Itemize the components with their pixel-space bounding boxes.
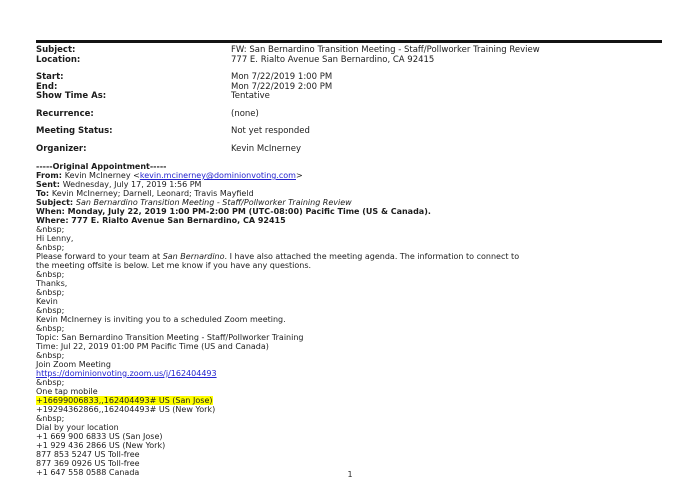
header-field-row: [36, 92, 662, 102]
body-line: [36, 351, 676, 360]
text-segment: San Bernardino Transition Meeting - Staff/Pollworker Training Review: [75, 198, 352, 207]
text-segment: Kevin McInerney is inviting you to a scheduled Zoom meeting.: [36, 315, 286, 324]
field-value: Mon 7/22/2019 2:00 PM: [231, 81, 333, 92]
header-divider-line: [36, 40, 662, 43]
text-segment: &nbsp;: [36, 225, 65, 234]
text-segment: -----Original Appointment-----: [36, 162, 167, 171]
text-segment: &nbsp;: [36, 270, 65, 279]
field-label: Location:: [36, 54, 81, 65]
header-field-group: [36, 110, 662, 120]
header-field-row: [36, 127, 662, 137]
body-line: [36, 324, 676, 333]
text-segment: Where: 777 E. Rialto Avenue San Bernardino, CA 92415: [36, 216, 286, 225]
body-line: [36, 459, 676, 468]
body-line: [36, 207, 676, 216]
text-segment: Join Zoom Meeting: [36, 360, 111, 369]
text-segment: Thanks,: [36, 279, 68, 288]
body-line: [36, 243, 676, 252]
field-value: FW: San Bernardino Transition Meeting - Staff/Pollworker Training Review: [231, 45, 540, 55]
text-segment: Time: Jul 22, 2019 01:00 PM Pacific Time (US and Canada): [36, 342, 269, 351]
header-field-group: [36, 127, 662, 137]
text-segment: Hi Lenny,: [36, 234, 74, 243]
body-line: [36, 171, 676, 180]
body-line: [36, 423, 676, 432]
appointment-header-fields: [36, 46, 662, 162]
field-label: Meeting Status:: [36, 126, 113, 136]
text-segment: Subject:: [36, 198, 76, 207]
text-segment: &nbsp;: [36, 351, 65, 360]
body-line: [36, 180, 676, 189]
body-line: [36, 333, 676, 342]
header-field-group: [36, 73, 662, 102]
field-value: Not yet responded: [231, 126, 310, 136]
body-line: [36, 216, 676, 225]
text-segment: Wednesday, July 17, 2019 1:56 PM: [62, 180, 202, 189]
text-segment: . I have also attached the meeting agenda. The information to connect to: [224, 252, 520, 261]
field-label: Organizer:: [36, 143, 87, 154]
body-line: [36, 315, 676, 324]
body-line: [36, 441, 676, 450]
body-line: [36, 405, 676, 414]
text-segment: One tap mobile: [36, 387, 98, 396]
text-segment: &nbsp;: [36, 414, 65, 423]
body-line: [36, 378, 676, 387]
body-line: [36, 432, 676, 441]
text-segment: &nbsp;: [36, 243, 65, 252]
text-segment: &nbsp;: [36, 288, 65, 297]
header-field-row: [36, 73, 662, 83]
header-field-row: [36, 145, 662, 155]
one-tap-new-york: +19294362866,,162404493# US (New York): [36, 405, 216, 414]
body-line: [36, 450, 676, 459]
body-line: [36, 189, 676, 198]
body-line: [36, 279, 676, 288]
body-line: [36, 198, 676, 207]
field-label: Show Time As:: [36, 91, 107, 101]
text-segment: To:: [36, 189, 52, 198]
body-line: [36, 225, 676, 234]
body-line: [36, 270, 676, 279]
field-value: Tentative: [231, 91, 270, 101]
text-segment: >: [295, 171, 303, 180]
text-segment: +1 929 436 2866 US (New York): [36, 441, 166, 450]
body-line: [36, 414, 676, 423]
body-line: [36, 162, 676, 171]
body-line: [36, 261, 676, 270]
page-number: 1: [347, 470, 353, 479]
text-segment: 877 853 5247 US Toll-free: [36, 450, 140, 459]
field-value: (none): [231, 108, 259, 119]
field-value: Mon 7/22/2019 1:00 PM: [231, 72, 333, 82]
header-field-group: [36, 46, 662, 65]
field-label: Start:: [36, 72, 64, 82]
body-line: [36, 396, 676, 405]
text-segment: Kevin: [36, 297, 58, 306]
body-line: [36, 297, 676, 306]
header-field-group: [36, 145, 662, 155]
header-field-row: [36, 83, 662, 93]
body-line: [36, 360, 676, 369]
text-segment: 877 369 0926 US Toll-free: [36, 459, 140, 468]
text-segment: Kevin McInerney; Darnell, Leonard; Travis Mayfield: [51, 189, 254, 198]
header-field-row: [36, 56, 662, 66]
body-line: [36, 387, 676, 396]
text-segment: Kevin McInerney <: [64, 171, 140, 180]
zoom-meeting-link[interactable]: https://dominionvoting.zoom.us/j/162404493: [36, 369, 217, 378]
field-label: Recurrence:: [36, 108, 94, 119]
body-line: [36, 252, 676, 261]
field-label: End:: [36, 81, 58, 92]
text-segment: When: Monday, July 22, 2019 1:00 PM-2:00 PM (UTC-08:00) Pacific Time (US & Canada).: [36, 207, 431, 216]
text-segment: the meeting offsite is below. Let me know if you have any questions.: [36, 261, 312, 270]
text-segment: Please forward to your team at: [36, 252, 163, 261]
text-segment: +1 647 558 0588 Canada: [36, 468, 140, 477]
body-line: [36, 342, 676, 351]
text-segment: Dial by your location: [36, 423, 119, 432]
one-tap-san-jose: +16699006833,,162404493# US (San Jose): [36, 396, 213, 405]
header-field-row: [36, 110, 662, 120]
text-segment: &nbsp;: [36, 306, 65, 315]
email-link[interactable]: kevin.mcinerney@dominionvoting.com: [139, 171, 296, 180]
body-line: [36, 306, 676, 315]
field-label: Subject:: [36, 45, 76, 55]
body-line: [36, 234, 676, 243]
text-segment: &nbsp;: [36, 378, 65, 387]
body-line: [36, 288, 676, 297]
field-value: Kevin McInerney: [231, 143, 301, 154]
text-segment: Sent:: [36, 180, 63, 189]
text-segment: +1 669 900 6833 US (San Jose): [36, 432, 163, 441]
text-segment: Topic: San Bernardino Transition Meeting - Staff/Pollworker Training: [36, 333, 304, 342]
body-line: [36, 369, 676, 378]
field-value: 777 E. Rialto Avenue San Bernardino, CA 92415: [231, 54, 435, 65]
email-body: [36, 162, 676, 477]
text-segment: &nbsp;: [36, 324, 65, 333]
text-segment: From:: [36, 171, 65, 180]
text-segment: San Bernardino: [162, 252, 225, 261]
